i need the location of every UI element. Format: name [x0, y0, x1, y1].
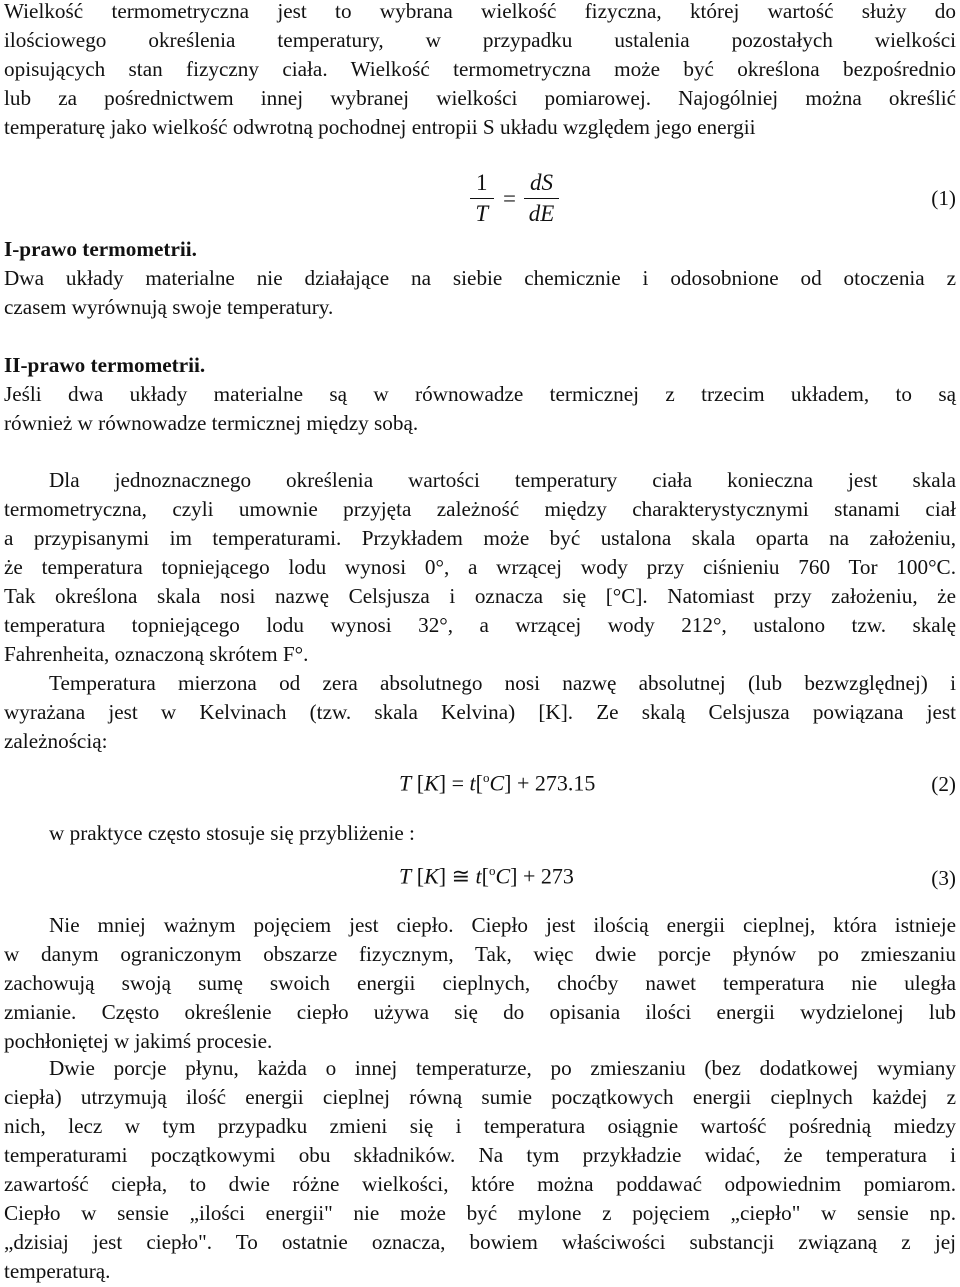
text-line: również w równowadze termicznej między sobą. [4, 411, 419, 435]
mixing-paragraph [4, 1054, 956, 1286]
equation-number: (1) [931, 186, 956, 210]
text-line: wyrażana jest w Kelvinach (tzw. skala Kelvina) [K]. Ze skalą Celsjusza powiązana jest [4, 700, 956, 724]
text-line: opisujących stan fizyczny ciała. Wielkość termometryczna może być określona bezpośrednio [4, 57, 956, 81]
text-line: ciepła) utrzymują ilość energii cieplnej równą sumie początkowych energii cieplnych każdej z [4, 1085, 956, 1109]
fraction-denominator: T [475, 201, 489, 226]
text-line: Ciepło w sensie „ilości energii" nie może być mylone z pojęciem „ciepło" w sensie np. [4, 1201, 956, 1225]
fraction-denominator: dE [528, 201, 555, 226]
text-line: termometryczna, czyli umownie przyjęta zależność między charakterystycznymi stanami ciał [4, 497, 956, 521]
text-line: temperatura topniejącego lodu wynosi 32°, a wrzącej wody 212°, ustalono tzw. skalę [4, 613, 956, 637]
equation-2: T [K] = t[$^o$C] + 273.15 [399, 770, 596, 796]
fraction-numerator: dS [524, 170, 559, 199]
text-line: Dwie porcje płynu, każda o innej temperaturze, po zmieszaniu (bez dodatkowej wymiany [49, 1056, 956, 1080]
text-line: zmianie. Często określenie ciepło używa się do opisania ilości energii wydzielonej lub [4, 1000, 956, 1024]
text-line: zależnością: [4, 729, 108, 753]
text-line: ilościowego określenia temperatury, w przypadku ustalenia pozostałych wielkości [4, 28, 956, 52]
equation-number: (2) [931, 772, 956, 796]
text-line: Wielkość termometryczna jest to wybrana wielkość fizyczna, której wartość służy do [4, 0, 956, 23]
law1-text [4, 264, 956, 322]
text-line: Nie mniej ważnym pojęciem jest ciepło. Ciepło jest ilością energii cieplnej, która istnieje [49, 913, 956, 937]
text-line: temperaturą. [4, 1259, 111, 1283]
law2-heading: II-prawo termometrii. [4, 353, 206, 377]
text-line: Tak określona skala nosi nazwę Celsjusza i oznacza się [°C]. Natomiast przy założeniu, że [4, 584, 956, 608]
fraction-right [524, 170, 559, 227]
text-line: Temperatura mierzona od zera absolutnego nosi nazwę absolutnej (lub bezwzględnej) i [49, 671, 956, 695]
text-line: pochłoniętej w jakimś procesie. [4, 1029, 273, 1053]
text-line: że temperatura topniejącego lodu wynosi 0°, a wrzącej wody przy ciśnieniu 760 Tor 100°C. [4, 555, 956, 579]
text-line: temperaturami początkowymi obu składników. Na tym przykładzie widać, że temperatura i [4, 1143, 956, 1167]
heat-paragraph [4, 911, 956, 1056]
law2-text [4, 380, 956, 438]
text-line: zawartość ciepła, to dwie różne wielkości, które można poddawać odpowiednim pomiarom. [4, 1172, 956, 1196]
intro-paragraph [4, 0, 956, 142]
text-line: „dzisiaj jest ciepło". To ostatnie oznacza, bowiem właściwości substancji związaną z jej [4, 1230, 956, 1254]
fraction-numerator: 1 [470, 170, 494, 199]
text-line: Dwa układy materialne nie działające na siebie chemicznie i odosobnione od otoczenia z [4, 266, 956, 290]
text-line: lub za pośrednictwem innej wybranej wielkości pomiarowej. Najogólniej można określić [4, 86, 956, 110]
text-line: czasem wyrównują swoje temperatury. [4, 295, 334, 319]
text-line: zachowują swoją sumę swoich energii cieplnych, choćby nawet temperatura nie uległa [4, 971, 956, 995]
equals-sign: = [503, 186, 516, 211]
text-line: temperaturę jako wielkość odwrotną pochodnej entropii S układu względem jego energii [4, 115, 756, 139]
fraction-left [470, 170, 494, 227]
text-line: Dla jednoznacznego określenia wartości temperatury ciała konieczna jest skala [49, 468, 956, 492]
text-line: Jeśli dwa układy materialne są w równowadze termicznej z trzecim układem, to są [4, 382, 956, 406]
equation-3: T [K] ≅ t[$^o$C] + 273 [399, 863, 574, 889]
scale-paragraph [4, 466, 956, 669]
law1-heading: I-prawo termometrii. [4, 237, 197, 261]
text-line: nich, lecz w tym przypadku zmieni się i temperatura osiągnie wartość pośrednią miedzy [4, 1114, 956, 1138]
text-line: Fahrenheita, oznaczoną skrótem F°. [4, 642, 309, 666]
kelvin-paragraph [4, 669, 956, 756]
equation-number: (3) [931, 866, 956, 890]
approx-line: w praktyce często stosuje się przybliżenie : [49, 821, 415, 845]
text-line: w danym ograniczonym obszarze fizycznym, Tak, więc dwie porcje płynów po zmieszaniu [4, 942, 956, 966]
text-line: a przypisanymi im temperaturami. Przykładem może być ustalona skala oparta na założeniu, [4, 526, 956, 550]
